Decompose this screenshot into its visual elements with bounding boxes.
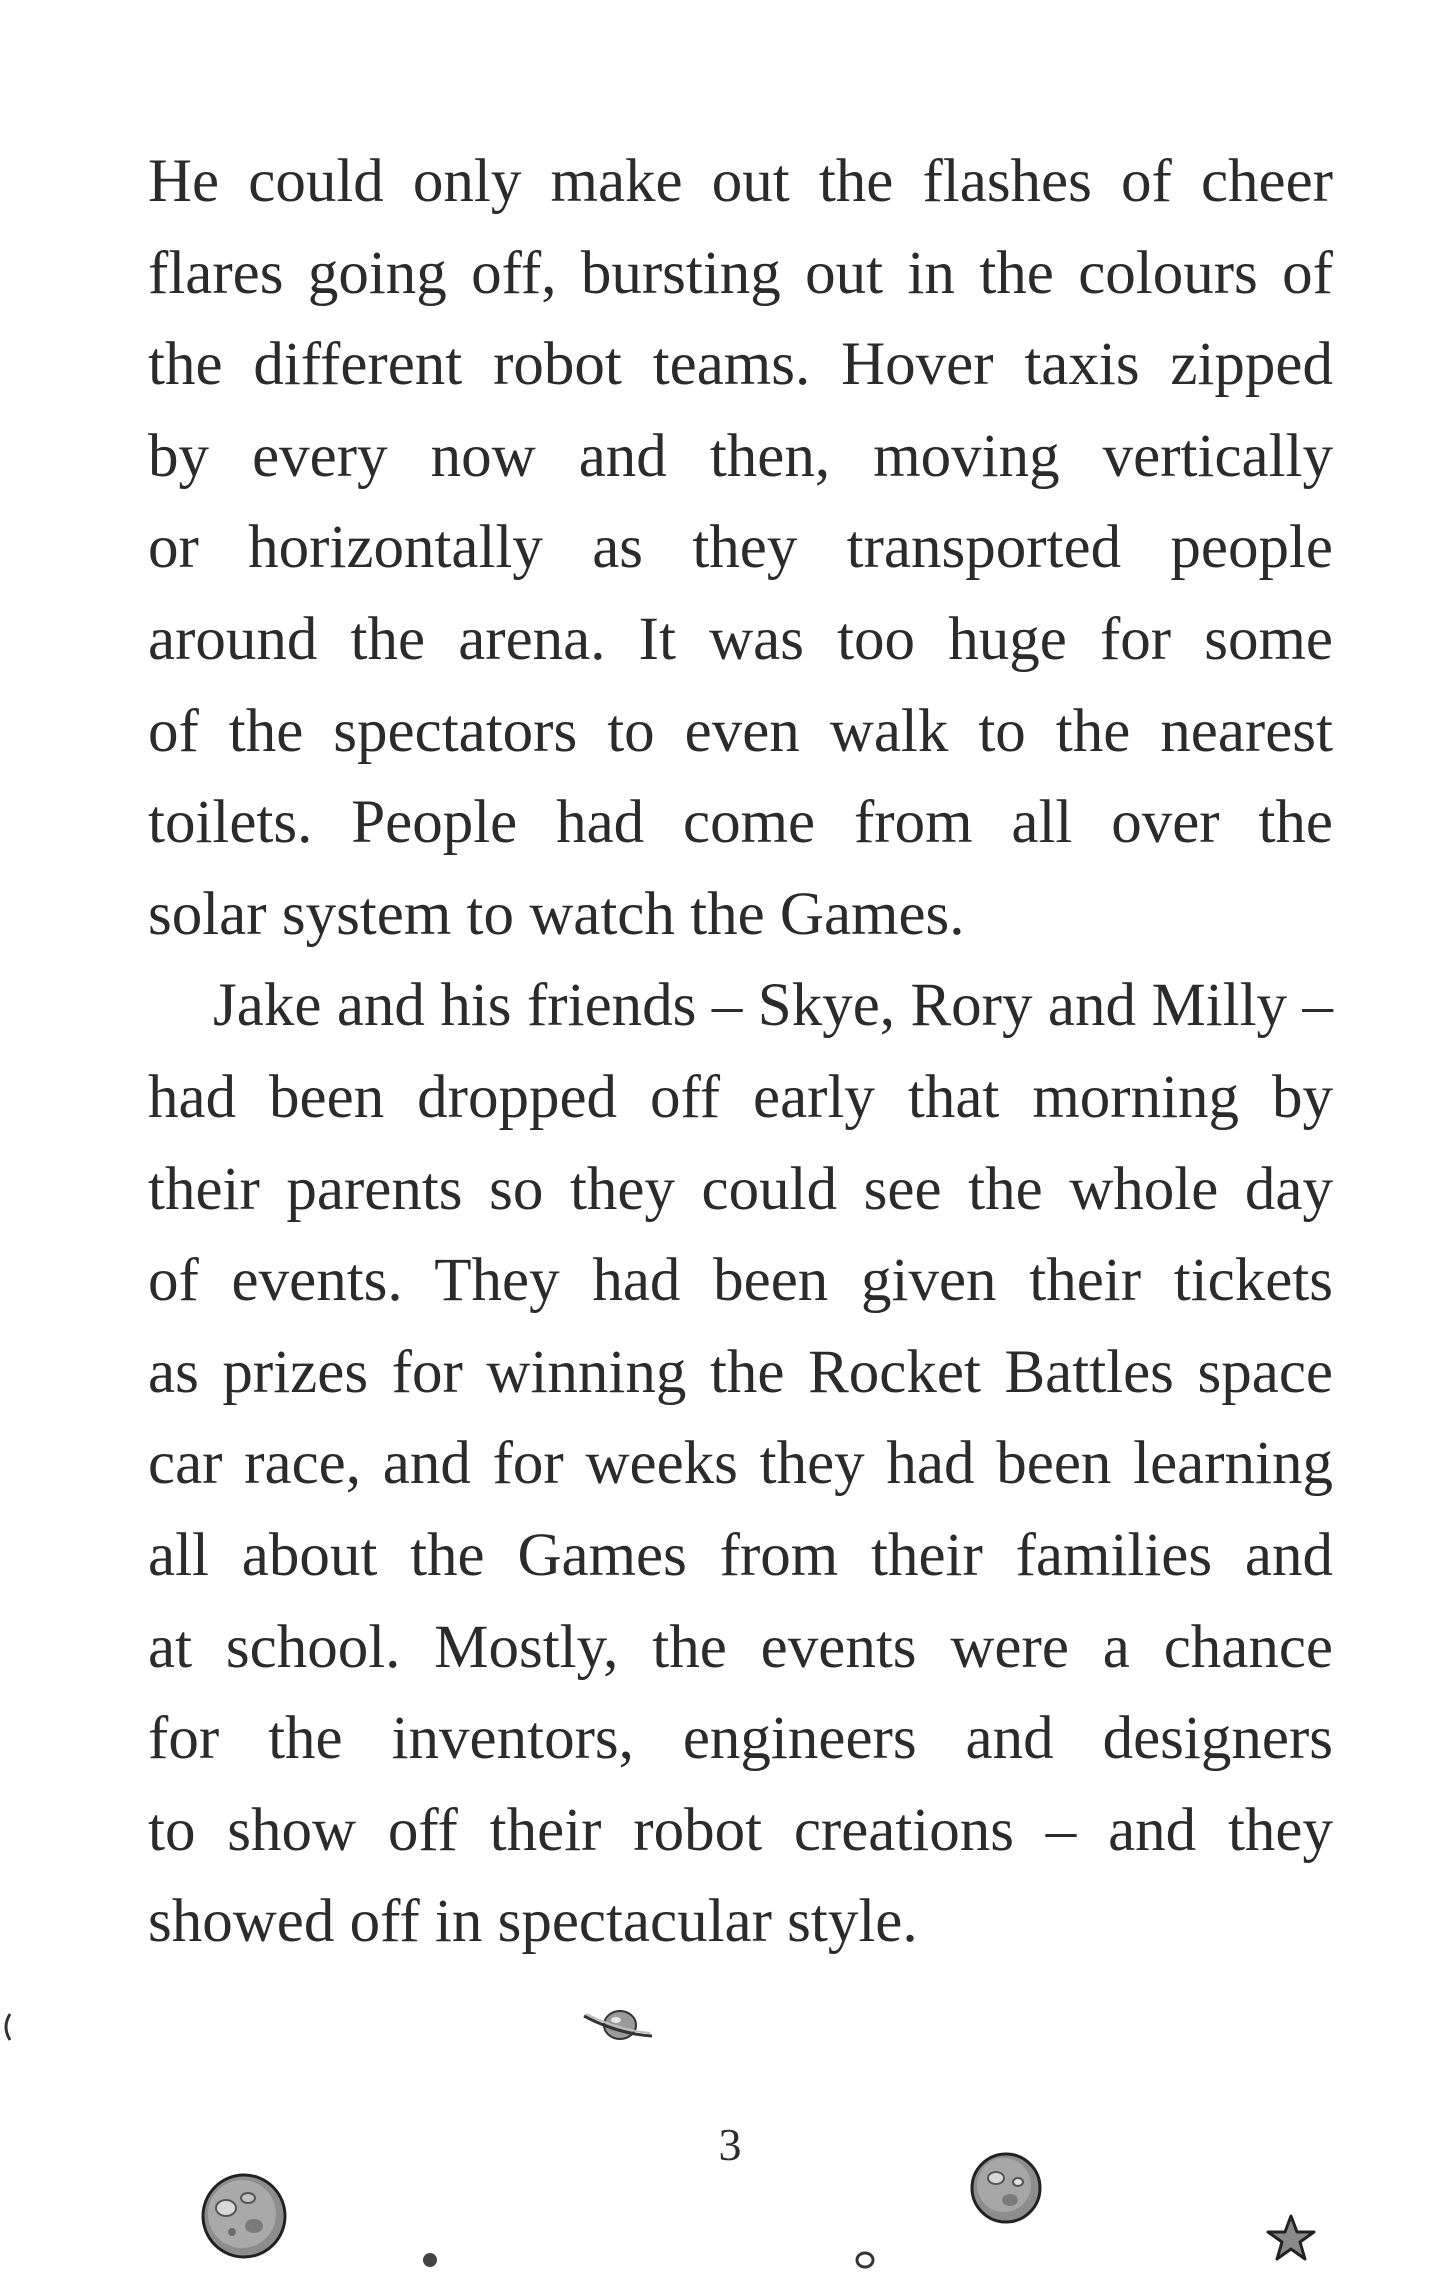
text-line: Jake and his friends – Skye, Rory and Milly –	[213, 972, 1333, 1040]
edge-mark-icon	[0, 2012, 14, 2042]
text-line: for the inventors, engineers and designers	[148, 1705, 1333, 1773]
page-number: 3	[718, 2119, 742, 2170]
ringed-planet-icon	[578, 2000, 658, 2050]
body-text	[148, 136, 1333, 1968]
text-line: or horizontally as they transported people	[148, 514, 1333, 582]
text-line: all about the Games from their families and	[148, 1521, 1333, 1589]
text-line: to show off their robot creations – and they	[148, 1796, 1333, 1864]
text-line: the different robot teams. Hover taxis zipped	[148, 331, 1333, 399]
text-line: of the spectators to even walk to the nearest	[148, 697, 1333, 765]
moon-icon	[196, 2168, 292, 2264]
text-line: solar system to watch the Games.	[148, 880, 965, 948]
text-line: flares going off, bursting out in the colours of	[148, 239, 1333, 307]
text-line: He could only make out the flashes of cheer	[148, 148, 1333, 215]
paragraph-2	[148, 960, 1333, 1968]
paragraph-1	[148, 136, 1333, 960]
moon-icon	[966, 2148, 1046, 2228]
text-line: as prizes for winning the Rocket Battles space	[148, 1338, 1333, 1406]
text-line: by every now and then, moving vertically	[148, 422, 1333, 490]
star-icon	[1262, 2210, 1320, 2268]
dot-icon	[420, 2250, 440, 2270]
text-line: at school. Mostly, the events were a chance	[148, 1613, 1333, 1681]
text-line: toilets. People had come from all over the	[148, 789, 1333, 857]
text-line: of events. They had been given their tickets	[148, 1247, 1333, 1315]
text-line: around the arena. It was too huge for some	[148, 605, 1333, 673]
text-line: car race, and for weeks they had been learning	[148, 1430, 1333, 1498]
text-line: their parents so they could see the whole day	[148, 1155, 1333, 1223]
text-line: had been dropped off early that morning by	[148, 1063, 1333, 1131]
ring-icon	[853, 2248, 877, 2272]
text-line: showed off in spectacular style.	[148, 1888, 918, 1956]
